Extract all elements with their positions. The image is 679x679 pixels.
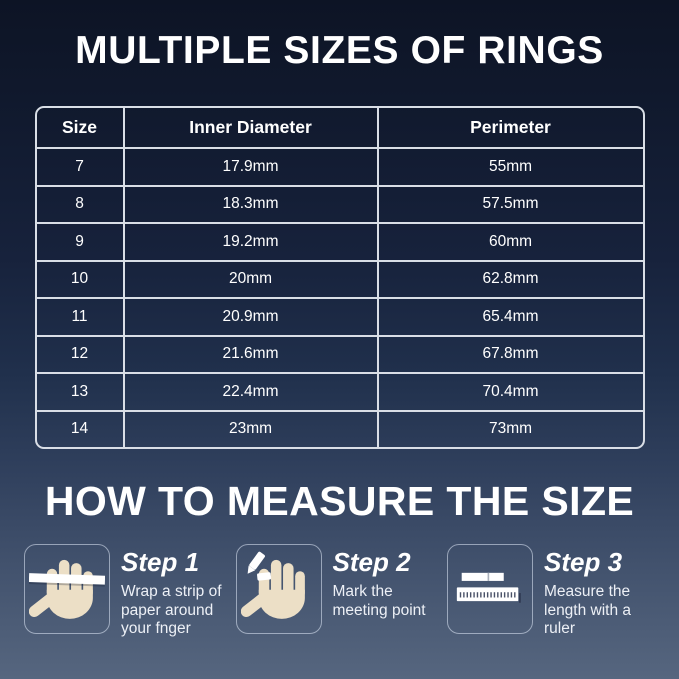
- step-1: [24, 544, 232, 639]
- how-to-title: HOW TO MEASURE THE SIZE: [44, 478, 635, 524]
- cell-perimeter: 55mm: [377, 149, 643, 185]
- cell-size: 8: [75, 195, 84, 213]
- column-header-perimeter: Perimeter: [377, 108, 643, 147]
- ring-size-table: [35, 106, 645, 449]
- cell-size: 14: [70, 420, 89, 438]
- step-1-description: Wrap a strip of paper around your fnger: [121, 583, 222, 638]
- hand-with-paper-strip-icon: [24, 544, 110, 634]
- table-row: [37, 147, 643, 185]
- table-header-row: [37, 108, 643, 147]
- hand-with-pencil-mark-graphic: [241, 550, 317, 628]
- table-row: [37, 410, 643, 448]
- step-1-text: [121, 544, 232, 639]
- cell-inner-diameter: 20.9mm: [123, 299, 377, 335]
- step-3-text: [544, 544, 655, 639]
- column-header-size: Size: [61, 117, 98, 137]
- step-2-description: Mark the meeting point: [332, 583, 426, 619]
- table-row: [37, 222, 643, 260]
- table-row: [37, 335, 643, 373]
- step-2-label: Step 2: [332, 547, 411, 577]
- cell-perimeter: 70.4mm: [377, 374, 643, 410]
- step-3-label: Step 3: [544, 547, 623, 577]
- cell-perimeter: 67.8mm: [377, 337, 643, 373]
- step-3: [447, 544, 655, 639]
- cell-inner-diameter: 23mm: [123, 412, 377, 448]
- cell-perimeter: 62.8mm: [377, 262, 643, 298]
- cell-perimeter: 57.5mm: [377, 187, 643, 223]
- ruler-icon: [447, 544, 533, 634]
- cell-size: 11: [71, 307, 88, 325]
- column-header-inner-diameter: Inner Diameter: [123, 108, 377, 147]
- cell-inner-diameter: 21.6mm: [123, 337, 377, 373]
- page-title: MULTIPLE SIZES OF RINGS: [75, 29, 604, 72]
- step-3-description: Measure the length with a ruler: [544, 583, 632, 638]
- cell-perimeter: 60mm: [377, 224, 643, 260]
- cell-perimeter: 65.4mm: [377, 299, 643, 335]
- ruler-graphic: [452, 550, 528, 628]
- table-row: [37, 297, 643, 335]
- cell-size: 7: [75, 157, 84, 175]
- hand-with-pencil-mark-icon: [236, 544, 322, 634]
- cell-inner-diameter: 20mm: [123, 262, 377, 298]
- table-row: [37, 185, 643, 223]
- cell-inner-diameter: 17.9mm: [123, 149, 377, 185]
- cell-inner-diameter: 19.2mm: [123, 224, 377, 260]
- cell-perimeter: 73mm: [377, 412, 643, 448]
- cell-inner-diameter: 22.4mm: [123, 374, 377, 410]
- step-2-text: [333, 544, 444, 639]
- step-2: [236, 544, 444, 639]
- how-to-steps: [24, 544, 655, 639]
- step-1-label: Step 1: [121, 547, 200, 577]
- cell-size: 13: [70, 382, 89, 400]
- cell-inner-diameter: 18.3mm: [123, 187, 377, 223]
- hand-with-paper-strip-graphic: [29, 550, 105, 628]
- cell-size: 12: [70, 345, 89, 363]
- table-row: [37, 260, 643, 298]
- cell-size: 9: [75, 232, 84, 250]
- table-row: [37, 372, 643, 410]
- cell-size: 10: [70, 270, 89, 288]
